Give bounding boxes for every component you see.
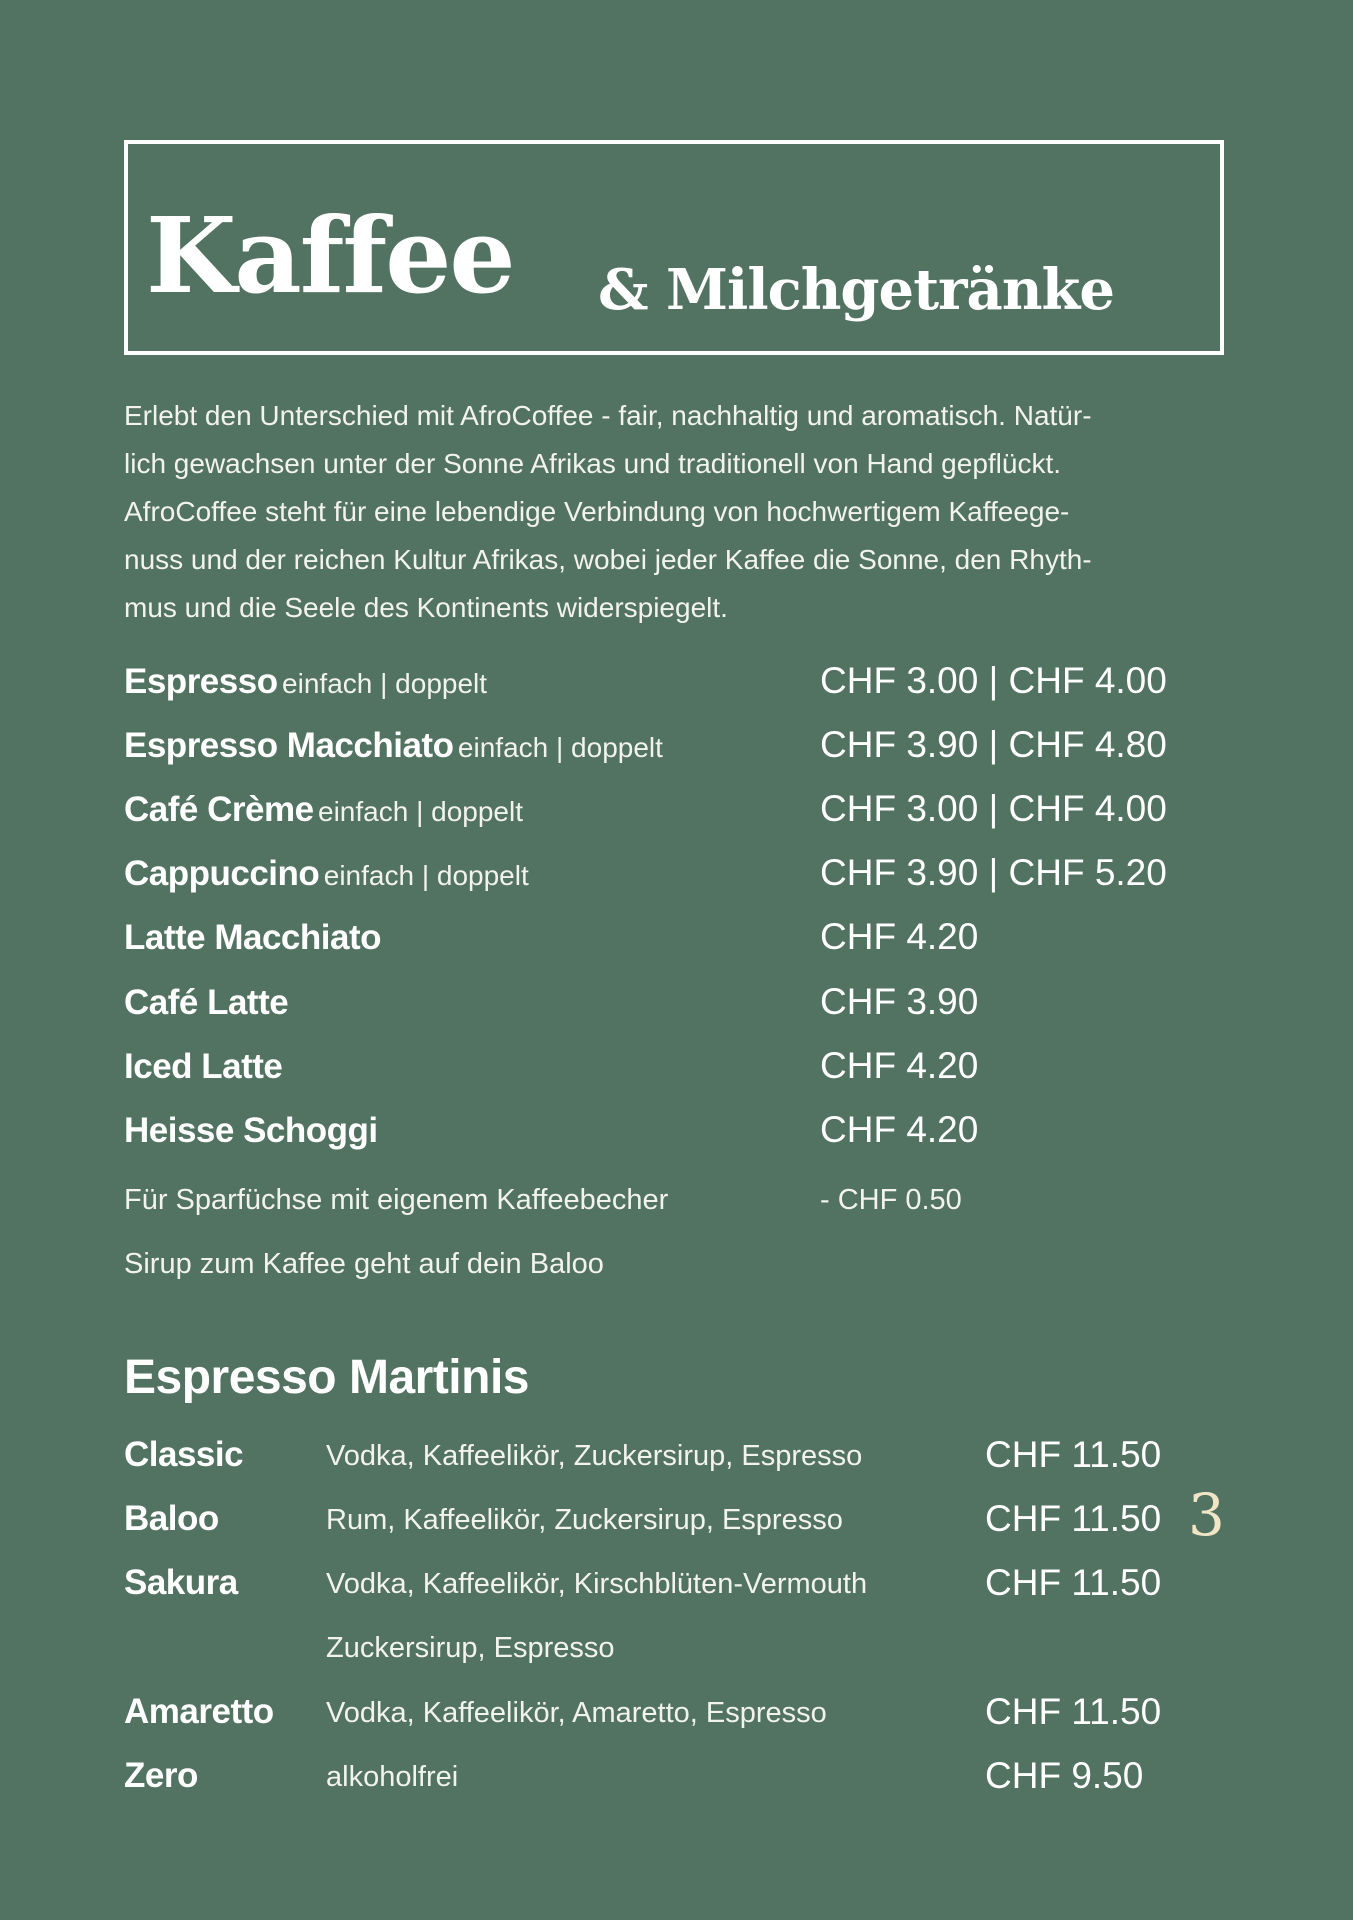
page-title: Kaffee: [146, 194, 514, 317]
intro-line: nuss und der reichen Kultur Afrikas, wobei jeder Kaffee die Sonne, den Rhyth-: [124, 544, 1092, 575]
item-variant: einfach | doppelt: [318, 796, 523, 827]
item-name: Café Latte: [124, 983, 289, 1022]
coffee-item: [124, 1111, 378, 1161]
section-title-martinis: Espresso Martinis: [124, 1351, 529, 1404]
martini-desc: Rum, Kaffeelikör, Zuckersirup, Espresso: [326, 1504, 843, 1536]
item-name: Espresso: [124, 662, 278, 701]
martini-price: CHF 11.50: [985, 1434, 1162, 1475]
coffee-item: [124, 1047, 282, 1097]
item-price: CHF 4.20: [820, 1045, 979, 1086]
coffee-item: [124, 918, 381, 968]
item-price: CHF 3.90 | CHF 5.20: [820, 852, 1167, 893]
item-name: Iced Latte: [124, 1047, 283, 1086]
item-name: Café Crème: [124, 790, 314, 829]
page-subtitle: & Milchgetränke: [598, 257, 1114, 323]
martini-price: CHF 9.50: [985, 1755, 1144, 1796]
martini-desc: Vodka, Kaffeelikör, Kirschblüten-Vermouth: [326, 1568, 868, 1600]
item-price: CHF 3.90: [820, 981, 979, 1022]
coffee-item: [124, 662, 487, 712]
martini-desc: Vodka, Kaffeelikör, Zuckersirup, Espresso: [326, 1440, 863, 1472]
item-price: CHF 3.00 | CHF 4.00: [820, 788, 1167, 829]
coffee-item: [124, 726, 663, 776]
title-box: [124, 140, 1224, 355]
martini-name: Classic: [124, 1435, 244, 1474]
item-price: CHF 3.00 | CHF 4.00: [820, 660, 1167, 701]
item-name: Cappuccino: [124, 854, 320, 893]
martini-desc: alkoholfrei: [326, 1761, 459, 1793]
coffee-item: [124, 790, 523, 840]
syrup-note: Sirup zum Kaffee geht auf dein Baloo: [124, 1248, 604, 1280]
intro-line: Erlebt den Unterschied mit AfroCoffee - fair, nachhaltig und aromatisch. Natür-: [124, 400, 1092, 431]
martini-price: CHF 11.50: [985, 1498, 1162, 1539]
martini-name: Amaretto: [124, 1692, 274, 1731]
item-variant: einfach | doppelt: [323, 860, 529, 891]
item-name: Heisse Schoggi: [124, 1111, 378, 1150]
item-variant: einfach | doppelt: [457, 732, 663, 763]
intro-paragraph: [124, 392, 1244, 632]
intro-line: AfroCoffee steht für eine lebendige Verbindung von hochwertigem Kaffeege-: [124, 496, 1070, 527]
martini-price: CHF 11.50: [985, 1562, 1162, 1603]
martini-name: Sakura: [124, 1563, 238, 1602]
item-price: CHF 4.20: [820, 1109, 979, 1150]
intro-line: lich gewachsen unter der Sonne Afrikas und traditionell von Hand gepflückt.: [124, 448, 1062, 479]
item-name: Espresso Macchiato: [124, 726, 454, 765]
item-price: CHF 3.90 | CHF 4.80: [820, 724, 1167, 765]
intro-line: mus und die Seele des Kontinents widerspiegelt.: [124, 592, 728, 623]
martini-price: CHF 11.50: [985, 1691, 1162, 1732]
coffee-item: [124, 854, 529, 904]
martini-name: Baloo: [124, 1499, 219, 1538]
discount-note: Für Sparfüchse mit eigenem Kaffeebecher: [124, 1184, 669, 1216]
martini-name: Zero: [124, 1756, 198, 1795]
item-variant: einfach | doppelt: [282, 668, 488, 699]
item-name: Latte Macchiato: [124, 918, 381, 957]
discount-price: - CHF 0.50: [820, 1184, 962, 1216]
page-number: 3: [1188, 1481, 1225, 1549]
item-price: CHF 4.20: [820, 916, 979, 957]
coffee-item: [124, 983, 288, 1033]
martini-desc-continued: Zuckersirup, Espresso: [326, 1632, 615, 1664]
martini-desc: Vodka, Kaffeelikör, Amaretto, Espresso: [326, 1697, 827, 1729]
